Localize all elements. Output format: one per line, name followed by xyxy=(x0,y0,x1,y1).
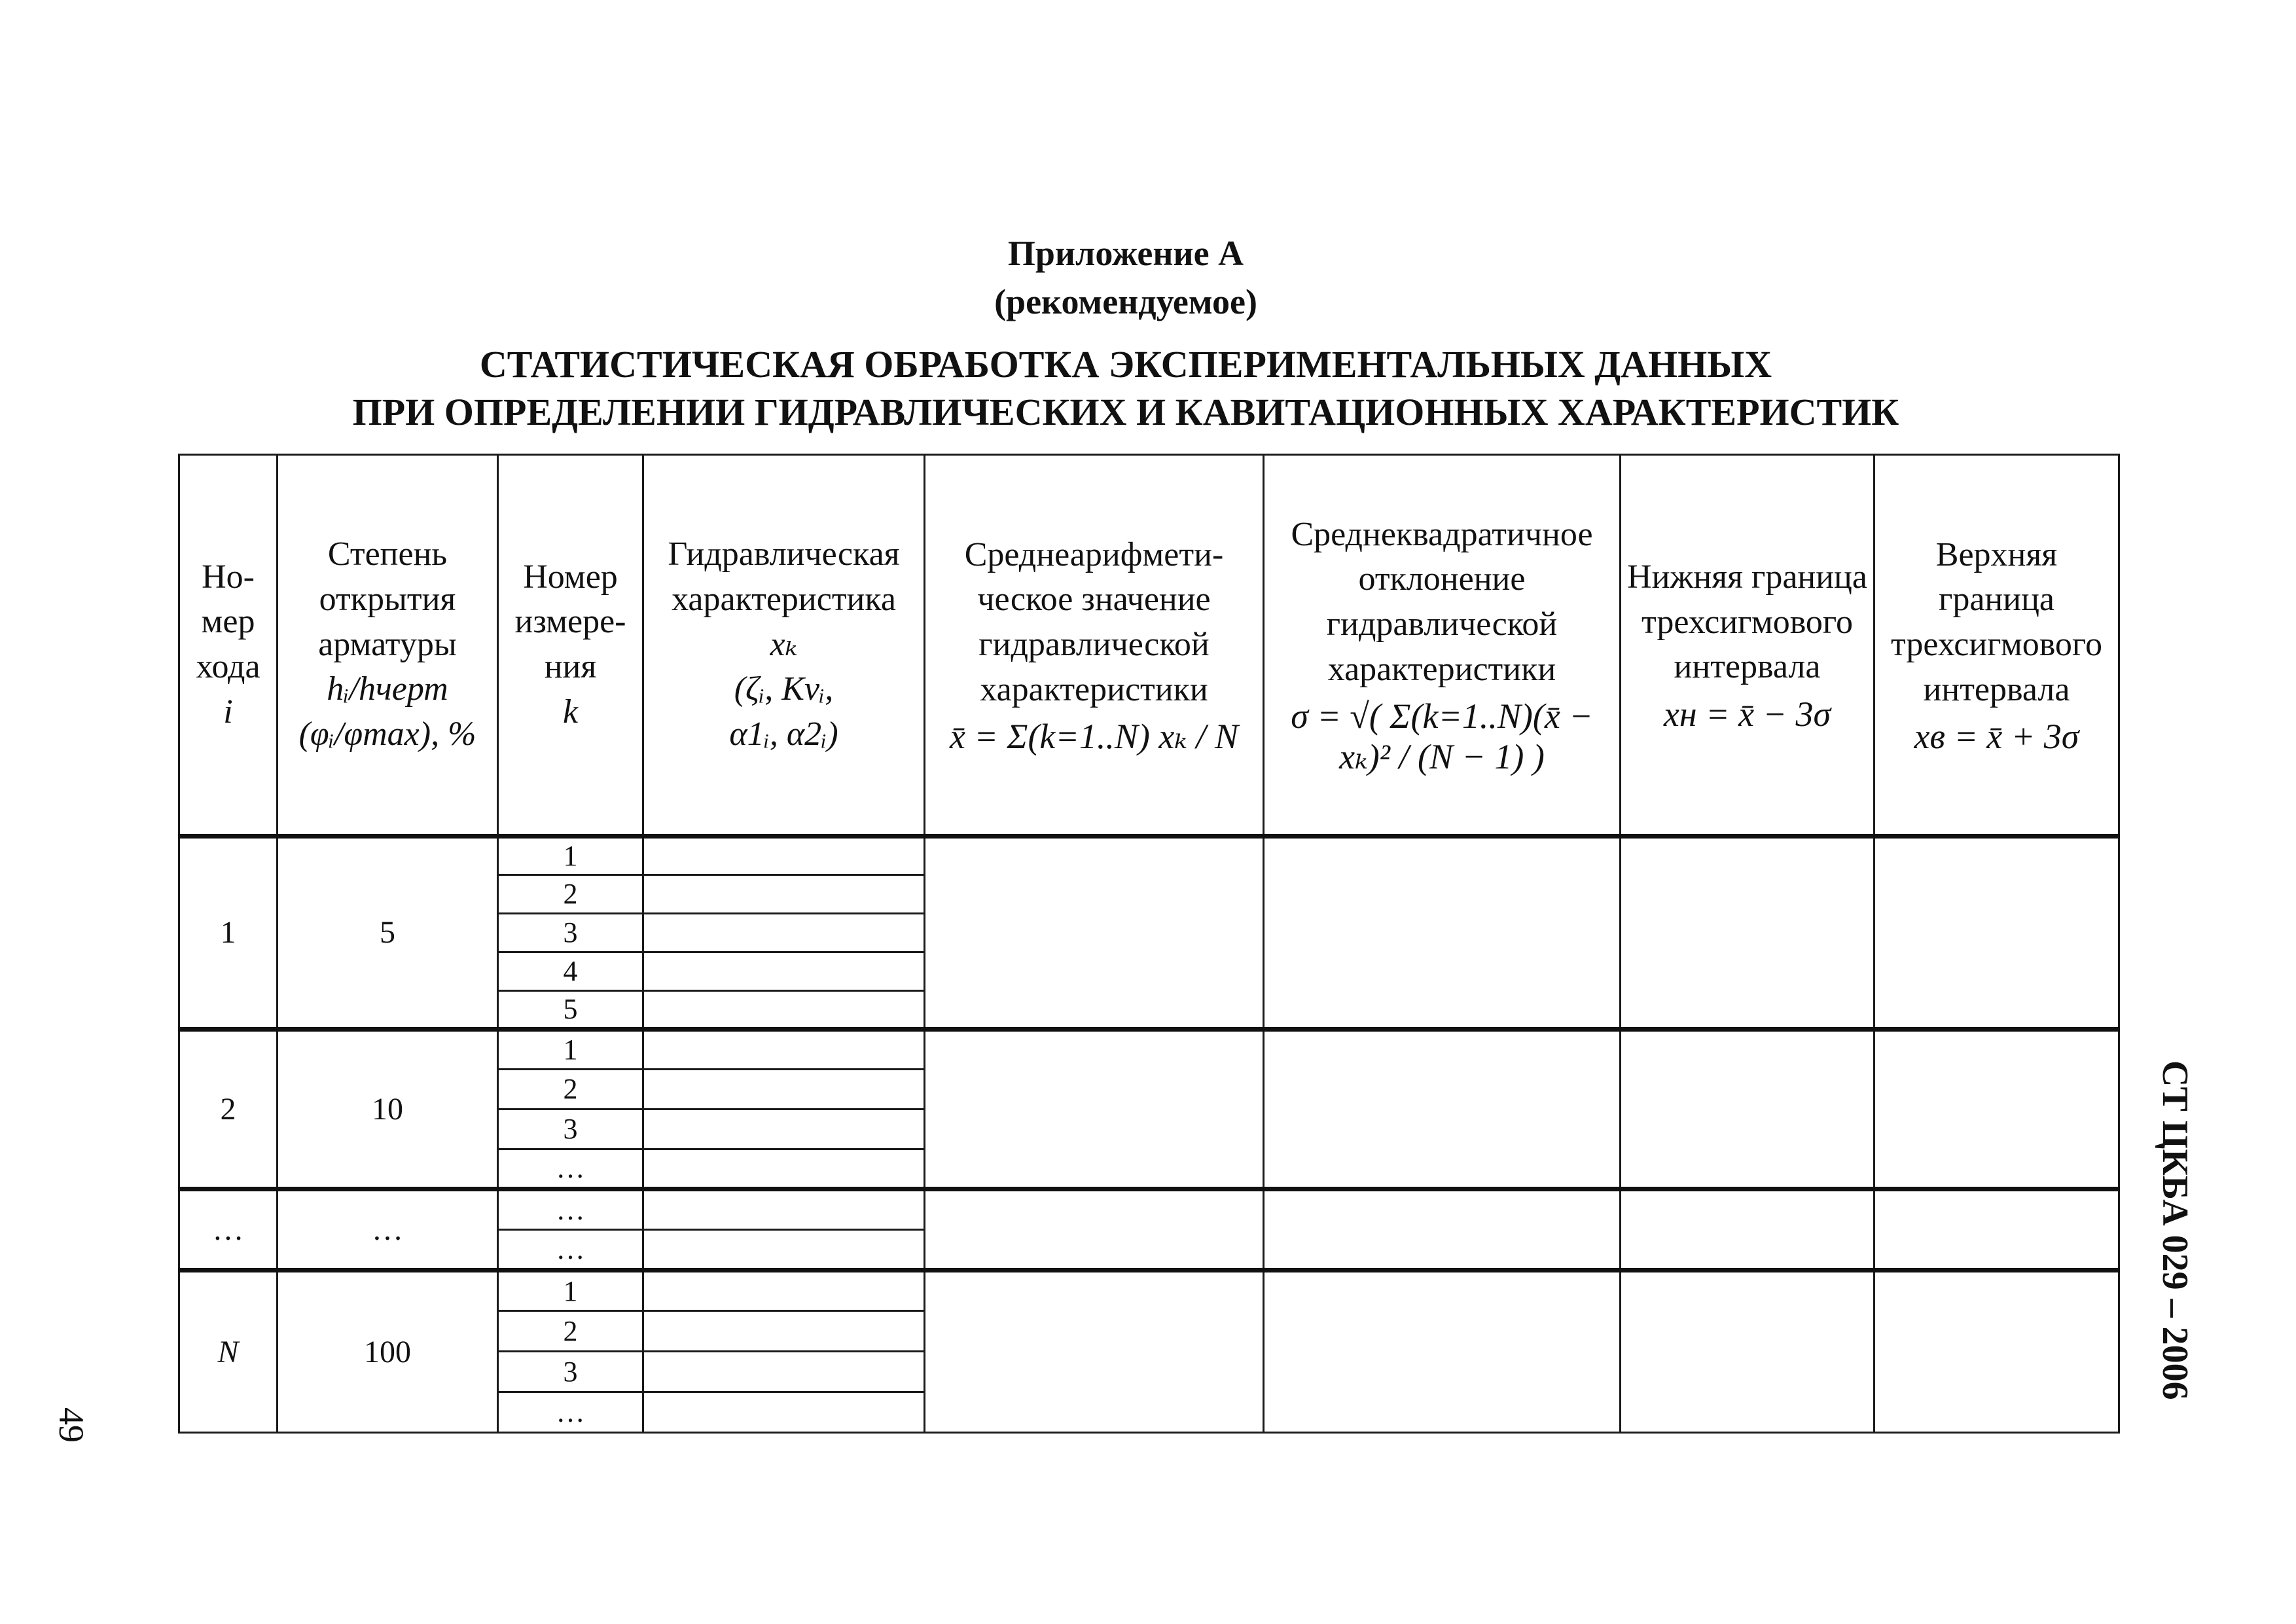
table-row xyxy=(179,1271,2119,1311)
header-hydraulic-params-1: (ζᵢ, Kvᵢ, xyxy=(734,670,834,708)
header-row xyxy=(179,455,2119,837)
hydraulic-value-cell xyxy=(643,1392,925,1433)
header-lower-bound-label: Нижняя граница трехсигмового интервала xyxy=(1627,558,1867,686)
hydraulic-value-cell xyxy=(643,914,925,952)
header-run-number-symbol: i xyxy=(223,693,233,731)
header-stddev-label: Среднеквадратичное отклонение гидравлической характеристики xyxy=(1291,515,1593,688)
measurement-cell: … xyxy=(498,1392,643,1433)
measurement-cell: 1 xyxy=(498,837,643,875)
mean-value-cell xyxy=(925,1271,1264,1433)
run-number-cell: 2 xyxy=(179,1030,278,1189)
hydraulic-value-cell xyxy=(643,1110,925,1149)
appendix-status: (рекомендуемое) xyxy=(994,282,1257,321)
document-code: СТ ЦКБА 029 – 2006 xyxy=(2155,1060,2195,1400)
hydraulic-value-cell xyxy=(643,1030,925,1070)
statistics-table xyxy=(178,454,2120,1434)
lower-bound-value-cell xyxy=(1621,1030,1874,1189)
header-hydraulic xyxy=(643,455,925,837)
header-stddev xyxy=(1264,455,1621,837)
upper-bound-value-cell xyxy=(1874,1271,2119,1433)
stddev-value-cell xyxy=(1264,1271,1621,1433)
header-run-number-label: Но-мер хода xyxy=(196,558,260,685)
lower-bound-value-cell xyxy=(1621,1271,1874,1433)
table-row xyxy=(179,1189,2119,1230)
run-number-cell: … xyxy=(179,1189,278,1271)
header-hydraulic-symbol: xₖ xyxy=(770,625,798,663)
opening-cell: 5 xyxy=(278,837,498,1030)
lower-bound-value-cell xyxy=(1621,837,1874,1030)
header-mean-label: Среднеарифмети-ческое значение гидравлической характеристики xyxy=(964,535,1224,708)
measurement-cell: … xyxy=(498,1230,643,1271)
header-mean xyxy=(925,455,1264,837)
measurement-cell: 5 xyxy=(498,991,643,1030)
header-opening-label: Степень открытия арматуры xyxy=(318,535,457,663)
hydraulic-value-cell xyxy=(643,1189,925,1230)
opening-cell: … xyxy=(278,1189,498,1271)
stddev-formula: σ = √( Σ(k=1..N)(x̄ − xₖ)² / (N − 1) ) xyxy=(1291,696,1593,777)
header-upper-bound xyxy=(1874,455,2119,837)
header-lower-bound xyxy=(1621,455,1874,837)
mean-value-cell xyxy=(925,1030,1264,1189)
run-number-cell: 1 xyxy=(179,837,278,1030)
appendix-title: Приложение А xyxy=(1007,234,1244,273)
stddev-value-cell xyxy=(1264,837,1621,1030)
header-hydraulic-label: Гидравлическая характеристика xyxy=(668,535,900,619)
hydraulic-value-cell xyxy=(643,1149,925,1189)
hydraulic-value-cell xyxy=(643,1070,925,1110)
upper-bound-formula: xв = x̄ + 3σ xyxy=(1914,717,2079,757)
measurement-cell: … xyxy=(498,1189,643,1230)
stddev-value-cell xyxy=(1264,1030,1621,1189)
measurement-cell: 2 xyxy=(498,1311,643,1352)
run-number-cell: N xyxy=(179,1271,278,1433)
hydraulic-value-cell xyxy=(643,1352,925,1392)
mean-value-cell xyxy=(925,837,1264,1030)
opening-cell: 10 xyxy=(278,1030,498,1189)
header-opening xyxy=(278,455,498,837)
table-row xyxy=(179,1030,2119,1070)
hydraulic-value-cell xyxy=(643,1230,925,1271)
mean-value-cell xyxy=(925,1189,1264,1271)
measurement-cell: 1 xyxy=(498,1271,643,1311)
header-opening-formula-2: (φᵢ/φmax), % xyxy=(298,715,476,753)
mean-formula: x̄ = Σ(k=1..N) xₖ / N xyxy=(949,717,1239,757)
header-hydraulic-params-2: α1ᵢ, α2ᵢ) xyxy=(729,715,838,753)
table-body xyxy=(179,837,2119,1433)
hydraulic-value-cell xyxy=(643,875,925,914)
stddev-value-cell xyxy=(1264,1189,1621,1271)
upper-bound-value-cell xyxy=(1874,1189,2119,1271)
header-measurement xyxy=(498,455,643,837)
hydraulic-value-cell xyxy=(643,837,925,875)
header-measurement-symbol: k xyxy=(562,693,579,731)
hydraulic-value-cell xyxy=(643,991,925,1030)
measurement-cell: 3 xyxy=(498,1352,643,1392)
header-upper-bound-label: Верхняя граница трехсигмового интервала xyxy=(1891,535,2102,708)
measurement-cell: 2 xyxy=(498,1070,643,1110)
table-row xyxy=(179,837,2119,875)
hydraulic-value-cell xyxy=(643,952,925,991)
header-opening-formula: hᵢ/hчерт xyxy=(327,670,448,708)
measurement-cell: 4 xyxy=(498,952,643,991)
lower-bound-value-cell xyxy=(1621,1189,1874,1271)
page-number: 49 xyxy=(52,1407,91,1443)
measurement-cell: 2 xyxy=(498,875,643,914)
measurement-cell: 3 xyxy=(498,1110,643,1149)
main-title-line-1: СТАТИСТИЧЕСКАЯ ОБРАБОТКА ЭКСПЕРИМЕНТАЛЬНЫХ ДАННЫХ xyxy=(479,343,1772,386)
opening-cell: 100 xyxy=(278,1271,498,1433)
lower-bound-formula: xн = x̄ − 3σ xyxy=(1663,694,1831,734)
upper-bound-value-cell xyxy=(1874,1030,2119,1189)
measurement-cell: … xyxy=(498,1149,643,1189)
main-title-line-2: ПРИ ОПРЕДЕЛЕНИИ ГИДРАВЛИЧЕСКИХ И КАВИТАЦИОННЫХ ХАРАКТЕРИСТИК xyxy=(352,391,1899,433)
measurement-cell: 1 xyxy=(498,1030,643,1070)
hydraulic-value-cell xyxy=(643,1271,925,1311)
upper-bound-value-cell xyxy=(1874,837,2119,1030)
header-measurement-label: Номер измере-ния xyxy=(514,558,626,685)
measurement-cell: 3 xyxy=(498,914,643,952)
header-run-number xyxy=(179,455,278,837)
hydraulic-value-cell xyxy=(643,1311,925,1352)
